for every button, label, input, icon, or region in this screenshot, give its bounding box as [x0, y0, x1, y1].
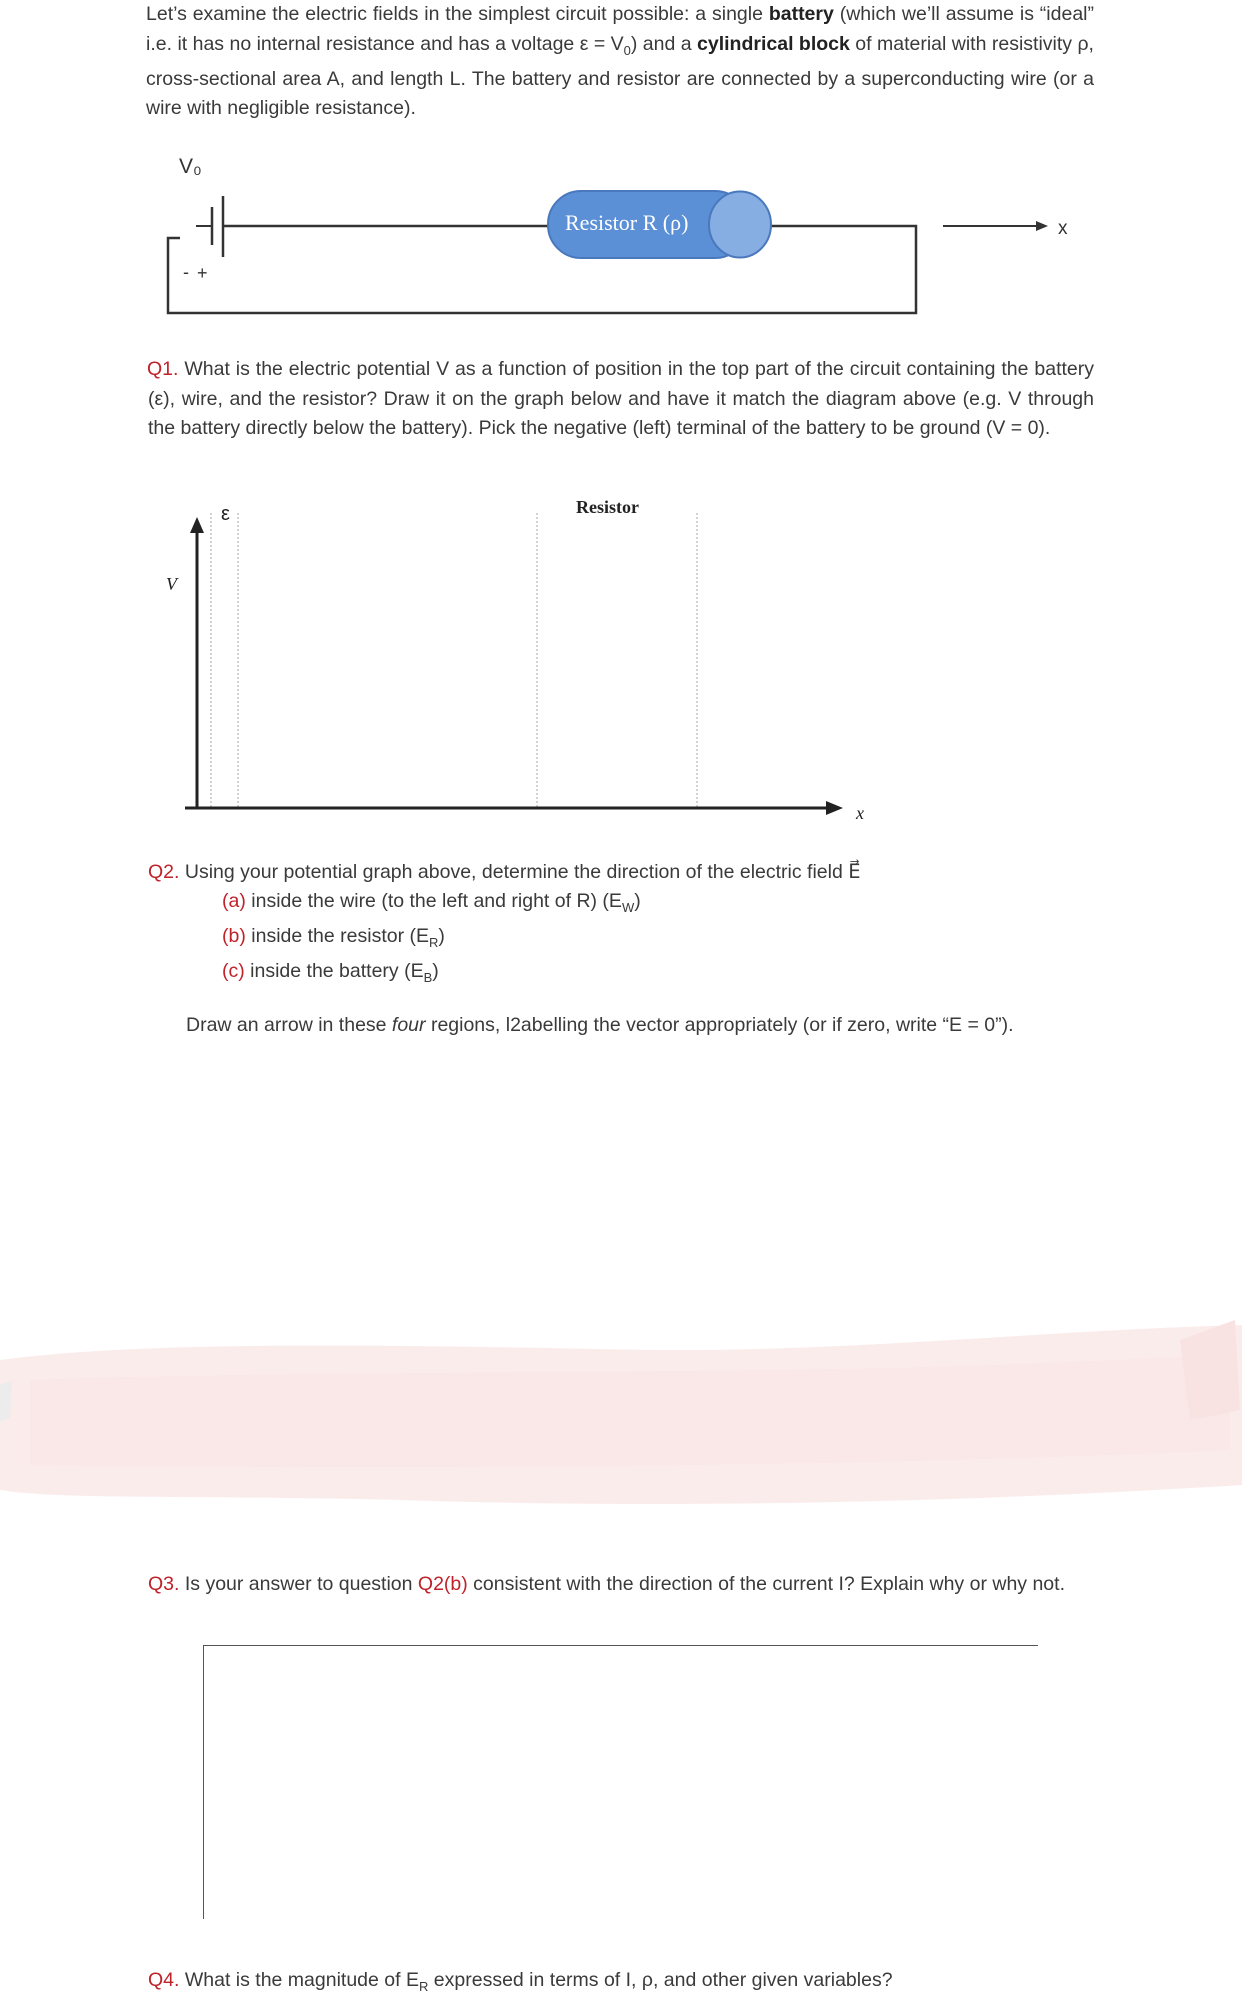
intro-paragraph: Let’s examine the electric fields in the simplest circuit possible: a single battery (which we’ll assume is “ideal” i.e. it has no internal resistance and has a voltage $\varepsilon = V_0$) and a cylindrical block of material with resistivity ρ, cross-sectional area A, and length L. The battery and resistor are connected by a superconducting wire (or a wire with negligible resistance). — [146, 3, 1094, 120]
epsilon-label: ε — [221, 503, 230, 525]
voltage-label: V₀ — [179, 155, 202, 178]
redaction-smear — [0, 1300, 1242, 1530]
q1-label: Q1. — [147, 358, 179, 380]
y-axis-arrowhead — [190, 517, 204, 533]
q2-part-b: (b) inside the resistor $(E_R)$ — [222, 924, 445, 950]
circuit-loop-wire — [168, 226, 916, 313]
battery-term: battery — [768, 3, 834, 25]
q3-label: Q3. — [148, 1573, 180, 1595]
q2-instruction: Draw an arrow in these four regions, l2abelling the vector appropriately (or if zero, write “E = 0”). — [186, 1013, 1014, 1036]
q4-label: Q4. — [148, 1969, 180, 1991]
q3: Q3. Is your answer to question Q2(b) consistent with the direction of the current I? Explain why or why not. — [148, 1573, 1065, 1595]
q2-text: Using your potential graph above, determine the direction of the electric field E⃗ — [179, 861, 861, 883]
y-axis-label: V — [166, 574, 177, 594]
graph-resistor-label: Resistor — [576, 497, 639, 517]
q3-answer-box[interactable] — [203, 1645, 1038, 1919]
q2-label: Q2. — [148, 861, 180, 883]
resistor-label: Resistor R (ρ) — [565, 210, 689, 235]
q3-reference: Q2(b) — [417, 1573, 468, 1595]
minus-sign: - — [183, 262, 189, 282]
q2-part-a: (a) inside the wire (to the left and right of R) $(E_W)$ — [222, 890, 641, 915]
q4: Q4. What is the magnitude of $E_R$ expressed in terms of I, ρ, and other given variables? — [148, 1969, 893, 1994]
q1-text: What is the electric potential V as a function of position in the top part of the circuit containing the battery (ε), wire, and the resistor? Draw it on the graph below and have it match the diagram above (e.g. V through the battery directly below the battery). Pick the negative (left) terminal of the battery to be ground (V = 0). — [148, 358, 1094, 439]
graph-x-axis-label: x — [856, 803, 864, 823]
x-axis-label: x — [1058, 218, 1068, 239]
q2 — [148, 858, 1094, 1040]
x-axis-arrowhead — [1036, 221, 1048, 231]
potential-graph — [0, 480, 1242, 840]
x-axis-arrowhead — [826, 801, 843, 815]
q1 — [148, 355, 1094, 444]
resistor-cylinder — [548, 191, 771, 258]
q2-part-c: (c) inside the battery $(E_B)$ — [222, 959, 439, 985]
plus-sign: + — [197, 263, 208, 283]
circuit-diagram — [0, 0, 1242, 340]
cylindrical-block-term: cylindrical block — [697, 32, 850, 55]
